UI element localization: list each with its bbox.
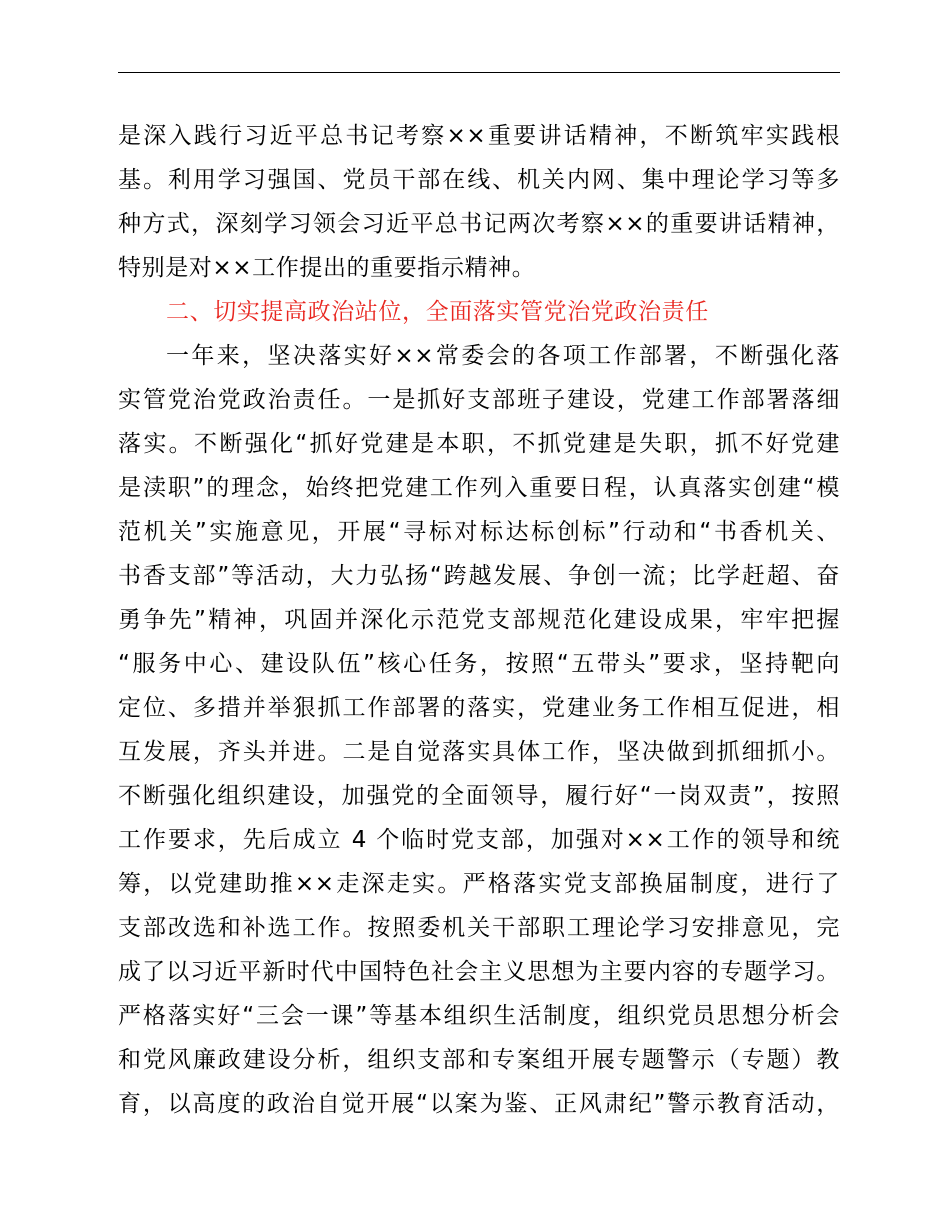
paragraph-line: 支部改选和补选工作。按照委机关干部职工理论学习安排意见，完 xyxy=(118,915,840,941)
paragraph-line: 互发展，齐头并进。二是自觉落实具体工作，坚决做到抓细抓小。 xyxy=(118,739,840,765)
paragraph-line: 基。利用学习强国、党员干部在线、机关内网、集中理论学习等多 xyxy=(118,167,840,193)
paragraph-line: 是深入践行习近平总书记考察××重要讲话精神，不断筑牢实践根 xyxy=(118,123,840,149)
paragraph-line: 不断强化组织建设，加强党的全面领导，履行好“一岗双责”，按照 xyxy=(118,783,840,809)
section-heading: 二、切实提高政治站位，全面落实管党治党政治责任 xyxy=(166,299,709,325)
paragraph-line: 定位、多措并举狠抓工作部署的落实，党建业务工作相互促进，相 xyxy=(118,695,840,721)
paragraph-line: 育，以高度的政治自觉开展“以案为鉴、正风肃纪”警示教育活动， xyxy=(118,1091,840,1117)
paragraph-line: 种方式，深刻学习领会习近平总书记两次考察××的重要讲话精神， xyxy=(118,211,840,237)
paragraph-line: 和党风廉政建设分析，组织支部和专案组开展专题警示（专题）教 xyxy=(118,1047,840,1073)
header-rule xyxy=(118,72,840,73)
paragraph-line: 勇争先”精神，巩固并深化示范党支部规范化建设成果，牢牢把握 xyxy=(118,607,840,633)
paragraph-line: 实管党治党政治责任。一是抓好支部班子建设，党建工作部署落细 xyxy=(118,387,840,413)
paragraph-line: 一年来，坚决落实好××常委会的各项工作部署，不断强化落 xyxy=(166,343,840,369)
paragraph-line: 特别是对××工作提出的重要指示精神。 xyxy=(118,255,536,281)
paragraph-line: “服务中心、建设队伍”核心任务，按照“五带头”要求，坚持靶向 xyxy=(118,651,840,677)
paragraph-line: 成了以习近平新时代中国特色社会主义思想为主要内容的专题学习。 xyxy=(118,959,840,985)
paragraph-line: 工作要求，先后成立 4 个临时党支部，加强对××工作的领导和统 xyxy=(118,827,840,853)
paragraph-line: 严格落实好“三会一课”等基本组织生活制度，组织党员思想分析会 xyxy=(118,1003,840,1029)
paragraph-line: 是渎职”的理念，始终把党建工作列入重要日程，认真落实创建“模 xyxy=(118,475,840,501)
paragraph-line: 范机关”实施意见，开展“寻标对标达标创标”行动和“书香机关、 xyxy=(118,519,840,545)
paragraph-line: 落实。不断强化“抓好党建是本职，不抓党建是失职，抓不好党建 xyxy=(118,431,840,457)
paragraph-line: 书香支部”等活动，大力弘扬“跨越发展、争创一流；比学赶超、奋 xyxy=(118,563,840,589)
paragraph-line: 筹，以党建助推××走深走实。严格落实党支部换届制度，进行了 xyxy=(118,871,840,897)
